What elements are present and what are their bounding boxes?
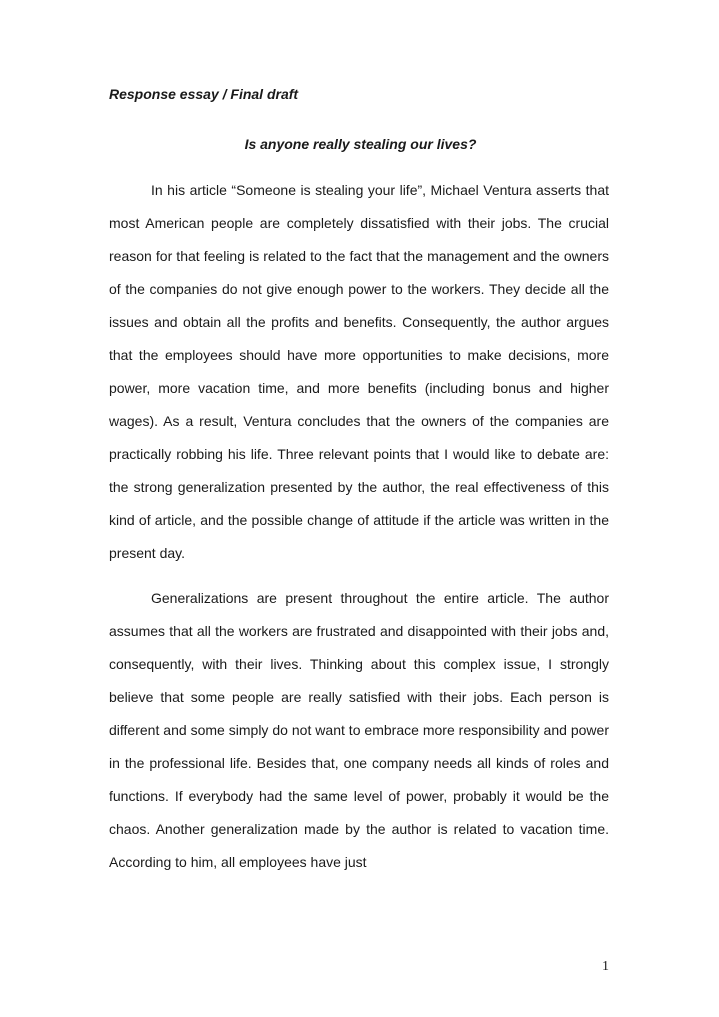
document-label: Response essay / Final draft — [109, 86, 299, 102]
body-paragraph-1: In his article “Someone is stealing your life”, Michael Ventura asserts that most American people are completely dissatisfied with their jobs. The crucial reason for that feeling is related to the fact that the management and the owners of the companies do not give enough power to the workers. They decide all the issues and obtain all the profits and benefits. Consequently, the author argues that the employees should have more opportunities to make decisions, more power, more vacation time, and more benefits (including bonus and higher wages). As a result, Ventura concludes that the owners of the companies are practically robbing his life. Three relevant points that I would like to debate are: the strong generalization presented by the author, the real effectiveness of this kind of article, and the possible change of attitude if the article was written in the present day. — [109, 182, 609, 561]
page-number: 1 — [602, 959, 609, 974]
document-title: Is anyone really stealing our lives? — [244, 136, 477, 152]
body-paragraph-2: Generalizations are present throughout the entire article. The author assumes that all the workers are frustrated and disappointed with their jobs and, consequently, with their lives. Thinking about this complex issue, I strongly believe that some people are really satisfied with their jobs. Each person is different and some simply do not want to embrace more responsibility and power in the professional life. Besides that, one company needs all kinds of roles and functions. If everybody had the same level of power, probably it would be the chaos. Another generalization made by the author is related to vacation time. According to him, all employees have just — [109, 590, 609, 870]
